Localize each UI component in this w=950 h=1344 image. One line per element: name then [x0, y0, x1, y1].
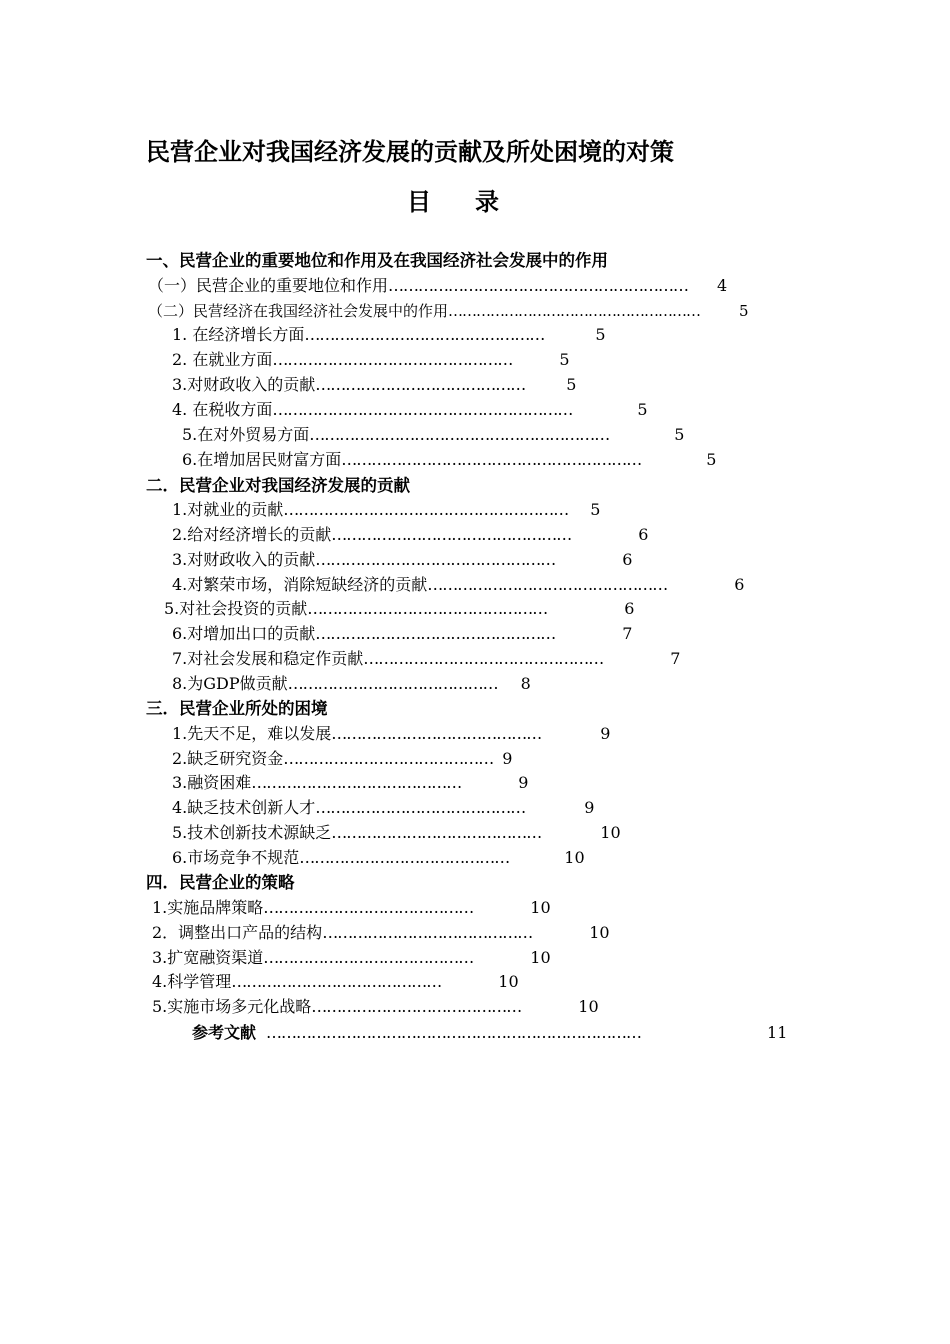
toc-leader-dots: ……………………………………: [322, 923, 533, 942]
toc-entry-label: 1.对就业的贡献: [172, 500, 284, 519]
toc-leader-dots: ………………………………………………: [448, 302, 701, 320]
toc-leader-dots: …………………………………………: [331, 525, 572, 544]
toc-leader-dots: …………………………………………………………………: [266, 1023, 642, 1042]
toc-leader-dots: ……………………………………: [263, 898, 474, 917]
toc-entry[interactable]: [172, 498, 600, 522]
toc-leader-dots: ……………………………………: [311, 997, 522, 1016]
toc-entry-label: 1.实施品牌策略: [152, 898, 264, 917]
toc-page-number: 10: [578, 997, 599, 1016]
toc-entry[interactable]: [148, 299, 749, 323]
toc-entry-label: 4.科学管理: [152, 972, 232, 991]
toc-page-number: 6: [622, 550, 633, 569]
toc-entry-label: 参考文献: [192, 1023, 257, 1042]
toc-leader-dots: ……………………………………: [251, 773, 462, 792]
toc-page-number: 5: [674, 425, 685, 444]
toc-leader-dots: …………………………………………: [304, 325, 545, 344]
toc-entry[interactable]: [148, 274, 727, 298]
toc-entry-label: 5.实施市场多元化战略: [152, 997, 312, 1016]
toc-entry[interactable]: [192, 1021, 787, 1045]
toc-page-number: 6: [734, 575, 745, 594]
toc-entry-label: 四．民营企业的策略: [146, 873, 295, 892]
toc-page-number: 5: [739, 302, 749, 320]
toc-entry[interactable]: [172, 348, 570, 372]
toc-leader-dots: …………………………………………………: [283, 500, 569, 519]
toc-leader-dots: ……………………………………: [283, 749, 494, 768]
toc-page-number: 5: [566, 375, 577, 394]
toc-entry[interactable]: [172, 373, 576, 397]
toc-entry[interactable]: [172, 523, 648, 547]
toc-entry-label: 1. 在经济增长方面: [172, 325, 305, 344]
toc-entry-label: 3.对财政收入的贡献: [172, 550, 316, 569]
toc-entry[interactable]: [172, 771, 528, 795]
toc-entry-label: 3.扩宽融资渠道: [152, 948, 264, 967]
toc-entry[interactable]: [164, 597, 634, 621]
toc-entry[interactable]: [172, 323, 606, 347]
toc-page-number: 5: [595, 325, 606, 344]
toc-page-number: 8: [520, 674, 531, 693]
toc-page-number: 7: [670, 649, 681, 668]
toc-leader-dots: ……………………………………: [315, 798, 526, 817]
toc-entry-label: 8.为GDP做贡献: [172, 674, 288, 693]
toc-page-number: 10: [600, 823, 621, 842]
toc-entry[interactable]: [172, 747, 512, 771]
toc-entry[interactable]: [146, 474, 410, 498]
toc-entry-label: 三．民营企业所处的困境: [146, 699, 328, 718]
toc-page-number: 7: [622, 624, 633, 643]
toc-page-number: 9: [600, 724, 611, 743]
toc-entry[interactable]: [146, 871, 295, 895]
toc-entry-label: 5.在对外贸易方面: [182, 425, 310, 444]
toc-page-number: 9: [518, 773, 529, 792]
toc-page-number: 9: [502, 749, 513, 768]
toc-entry-label: 6.在增加居民财富方面: [182, 450, 342, 469]
toc-leader-dots: …………………………………………: [307, 599, 548, 618]
toc-page-number: 10: [498, 972, 519, 991]
toc-entry[interactable]: [172, 622, 632, 646]
toc-entry[interactable]: [172, 796, 594, 820]
toc-leader-dots: ……………………………………: [263, 948, 474, 967]
toc-entry[interactable]: [172, 573, 744, 597]
toc-entry[interactable]: [172, 821, 621, 845]
toc-leader-dots: ……………………………………: [231, 972, 442, 991]
toc-page-number: 4: [717, 276, 728, 295]
toc-entry[interactable]: [172, 398, 648, 422]
toc-leader-dots: ……………………………………: [315, 375, 526, 394]
toc-entry[interactable]: [172, 846, 585, 870]
toc-entry[interactable]: [172, 647, 680, 671]
toc-leader-dots: ……………………………………: [331, 823, 542, 842]
toc-page-number: 5: [706, 450, 717, 469]
toc-leader-dots: ……………………………………………………: [388, 276, 689, 295]
toc-entry[interactable]: [152, 970, 519, 994]
toc-entry-label: 二．民营企业对我国经济发展的贡献: [146, 476, 410, 495]
toc-leader-dots: …………………………………………: [315, 624, 556, 643]
toc-entry-label: 5.对社会投资的贡献: [164, 599, 308, 618]
toc-leader-dots: ……………………………………………………: [341, 450, 642, 469]
toc-leader-dots: …………………………………………: [272, 350, 513, 369]
toc-page-number: 10: [530, 898, 551, 917]
toc-page-number: 10: [564, 848, 585, 867]
toc-leader-dots: ……………………………………: [331, 724, 542, 743]
toc-page-number: 11: [767, 1023, 788, 1042]
toc-entry-label: 7.对社会发展和稳定作贡献: [172, 649, 364, 668]
toc-entry-label: 3.对财政收入的贡献: [172, 375, 316, 394]
toc-entry[interactable]: [172, 672, 531, 696]
toc-page-number: 5: [637, 400, 648, 419]
toc-entry-label: 2.给对经济增长的贡献: [172, 525, 332, 544]
toc-entry[interactable]: [172, 722, 610, 746]
toc-entry[interactable]: [152, 946, 551, 970]
toc-heading: [0, 182, 950, 217]
toc-leader-dots: …………………………………………: [315, 550, 556, 569]
toc-entry[interactable]: [182, 423, 684, 447]
toc-entry[interactable]: [152, 921, 610, 945]
toc-entry[interactable]: [146, 697, 328, 721]
toc-entry-label: （二）民营经济在我国经济社会发展中的作用: [148, 302, 449, 320]
toc-heading-char-1: 目: [407, 188, 431, 216]
toc-entry-label: 1.先天不足，难以发展: [172, 724, 332, 743]
toc-entry-label: （一）民营企业的重要地位和作用: [148, 276, 389, 295]
toc-entry-label: 2．调整出口产品的结构: [152, 923, 323, 942]
toc-page-number: 6: [624, 599, 635, 618]
toc-entry-label: 5.技术创新技术源缺乏: [172, 823, 332, 842]
toc-entry-label: 2. 在就业方面: [172, 350, 273, 369]
document-title: 民营企业对我国经济发展的贡献及所处困境的对策: [146, 138, 674, 166]
toc-entry-label: 4. 在税收方面: [172, 400, 273, 419]
toc-page-number: 5: [590, 500, 601, 519]
toc-leader-dots: …………………………………………: [427, 575, 668, 594]
toc-entry-label: 一、民营企业的重要地位和作用及在我国经济社会发展中的作用: [146, 251, 608, 270]
toc-entry-label: 6.对增加出口的贡献: [172, 624, 316, 643]
toc-page-number: 9: [584, 798, 595, 817]
toc-page-number: 10: [589, 923, 610, 942]
toc-page-number: 5: [559, 350, 570, 369]
toc-entry[interactable]: [146, 249, 608, 273]
toc-leader-dots: ……………………………………………………: [309, 425, 610, 444]
toc-page-number: 6: [638, 525, 649, 544]
toc-entry-label: 2.缺乏研究资金: [172, 749, 284, 768]
toc-entry[interactable]: [182, 448, 716, 472]
toc-entry-label: 4.对繁荣市场，消除短缺经济的贡献: [172, 575, 428, 594]
toc-leader-dots: ……………………………………: [287, 674, 498, 693]
toc-entry-label: 6.市场竞争不规范: [172, 848, 300, 867]
toc-entry[interactable]: [152, 896, 551, 920]
toc-entry[interactable]: [172, 548, 632, 572]
toc-heading-char-2: 录: [475, 188, 499, 216]
toc-leader-dots: ……………………………………………………: [272, 400, 573, 419]
toc-page-number: 10: [530, 948, 551, 967]
toc-entry[interactable]: [152, 995, 599, 1019]
toc-leader-dots: …………………………………………: [363, 649, 604, 668]
toc-entry-label: 4.缺乏技术创新人才: [172, 798, 316, 817]
toc-leader-dots: ……………………………………: [299, 848, 510, 867]
toc-entry-label: 3.融资困难: [172, 773, 252, 792]
